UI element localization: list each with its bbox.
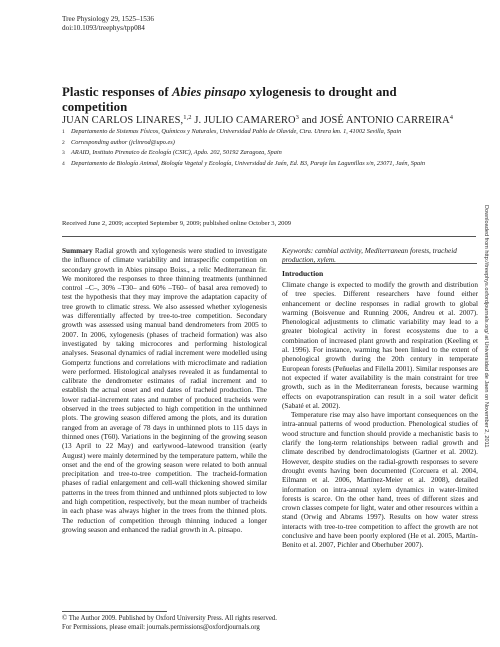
copyright-line: © The Author 2009. Published by Oxford University Press. All rights reserved. (62, 615, 277, 622)
divider-footer (62, 611, 167, 612)
affiliation-item (62, 149, 482, 158)
affiliation-item (62, 160, 482, 169)
journal-header (62, 15, 154, 33)
affiliation-item (62, 139, 482, 148)
title-part-1: Plastic responses of (62, 85, 172, 99)
abstract (62, 247, 267, 535)
author-1-affiliation-mark: 1,2 (183, 114, 192, 121)
copyright-footer (62, 614, 277, 632)
keywords: Keywords: cambial activity, Mediterranean forests, tracheid production, xylem. (282, 247, 457, 265)
divider-top (62, 236, 476, 237)
doi-line: doi:10.1093/treephys/tpp084 (62, 24, 145, 32)
abstract-text: Radial growth and xylogenesis were studied to investigate the influence of climate variability and intraspecific competition on secondary growth in Abies pinsapo Boiss., a relic Mediterranean fir. We monitored the responses to three thinning treatments (unthinned control –C–, 30% –T30– and 60% –T60– of basal area removed) to test the hypothesis that they may improve the adaptation capacity of tree growth to climatic stress. We also assessed whether xylogenesis was differentially affected by tree-to-tree competition. Secondary growth was assessed using manual band dendrometers from 2005 to 2007. In 2006, xylogenesis (phases of tracheid formation) was also investigated by taking microcores and performing histological analyses. Seasonal dynamics of radial increment were modelled using Gompertz functions and correlations with microclimate and radiation were performed. Histological analyses revealed it as fundamental to calibrate the dendrometer estimates of radial increment and to establish the actual onset and end dates of tracheid production. The lower radial-increment rates and number of produced tracheids were observed in the trees subjected to high competition in the unthinned plots. The growing season differed among the plots, and its duration ranged from an average of 78 days in unthinned plots to 115 days in thinned ones (T60). Variations in the beginning of the growing season (13 April to 22 May) and earlywood–latewood transition (early August) were mainly determined by the temperature pattern, while the onset and the end of the growing season were related to both annual precipitation and tree-to-tree competition. The tracheid-formation phases of radial enlargement and cell-wall thickening showed similar patterns in the trees from thinned and unthinned plots subjected to low and high competition, respectively, but the mean number of tracheids in each phase was always higher in the trees from the thinned plots. The reduction of competition through thinning induced a longer growing season and enhanced the radial growth in A. pinsapo. (62, 247, 267, 534)
author-2-affiliation-mark: 3 (295, 114, 299, 121)
publication-dates: Received June 2, 2009; accepted September 9, 2009; published online October 3, 2009 (62, 220, 292, 227)
author-1: JUAN CARLOS LINARES, (62, 115, 184, 126)
affiliation-text: Departamento de Sistemas Físicos, Químicos y Naturales, Universidad Pablo de Olavide, Ctra. Utrera km. 1, 41002 Sevilla, Spain (71, 128, 402, 135)
title-species: Abies pinsapo (171, 85, 247, 99)
introduction-paragraph: Climate change is expected to modify the growth and distribution of tree species. Different researchers have found either enhancement or decline responses in radial growth to global warming (Boisvenue and Running 2006, Andreu et al. 2007). Phenological adjustments to climatic variability may lead to a greater biological activity in forest ecosystems due to a combination of increased plant growth and respiration (Keeling et al. 1996). For instance, warming has been linked to the extent of phenological growth during the 20th century in temperate European forests (Peñuelas and Filella 2001). Similar responses are not expected if water availability is the main constraint for tree growth, such as in the Mediterranean forests, because warming effects on evapotranspiration can result in a soil water deficit (Sabaté et al. 2002). (282, 281, 478, 410)
affiliations (62, 128, 482, 171)
author-3: and JOSÉ ANTONIO CARREIRA (299, 115, 450, 126)
affiliation-text: ARAID, Instituto Pirenaico de Ecología (CSIC), Apdo. 202, 50192 Zaragoza, Spain (71, 149, 282, 157)
abstract-label: Summary (62, 247, 93, 255)
divider-keywords (282, 263, 477, 264)
affiliation-item (62, 128, 482, 137)
affiliation-mark: 1 (62, 129, 65, 135)
journal-citation: Tree Physiology 29, 1525–1536 (62, 15, 154, 23)
article-title (62, 85, 462, 115)
affiliation-text: Corresponding author (jclinrod@upo.es) (71, 138, 175, 146)
permissions-line: For Permissions, please email: journals.permissions@oxfordjournals.org (62, 624, 260, 631)
author-list (62, 114, 482, 126)
title-part-2: xylogenesis to drought and competition (62, 85, 397, 114)
introduction-paragraph: Temperature rise may also have important consequences on the intra-annual patterns of wood production. Phenological studies of wood structure and function should provide a mechanistic basis to clarify the long-term relationships between radial growth and climate described by dendroclimatologists (Gartner et al. 2002). However, despite studies on the radial-growth responses to severe drought events having been documented (Corcuera et al. 2004, Eilmann et al. 2006, Martínez-Meier et al. 2008), detailed information on intra-annual xylem dynamics in water-limited forests is scarce. On the other hand, trees of different sizes and crown classes compete for light, water and other resources within a stand (Orwig and Abrams 1997). Results on how water stress interacts with tree-to-tree competition to affect the growth are not conclusive and have been poorly explored (He et al. 2005, Martín-Benito et al. 2007, Pichler and Oberhuber 2007). (282, 411, 478, 550)
affiliation-mark: 3 (62, 150, 65, 157)
affiliation-text: Departamento de Biología Animal, Biología Vegetal y Ecología, Universidad de Jaén, Ed. B3, Paraje las Lagunillas s/n, 23071, Jaén, Spain (71, 160, 426, 168)
affiliation-mark: 2 (62, 139, 65, 146)
affiliation-mark: 4 (62, 161, 65, 168)
download-watermark: Downloaded from http://treephys.oxfordjournals.org/ at Universidad de Jaen on November 2, 2011 (483, 205, 489, 448)
section-heading-introduction: Introduction (282, 269, 324, 278)
introduction-body (282, 281, 478, 551)
author-2: J. JULIO CAMARERO (191, 115, 296, 126)
author-3-affiliation-mark: 4 (449, 114, 454, 121)
